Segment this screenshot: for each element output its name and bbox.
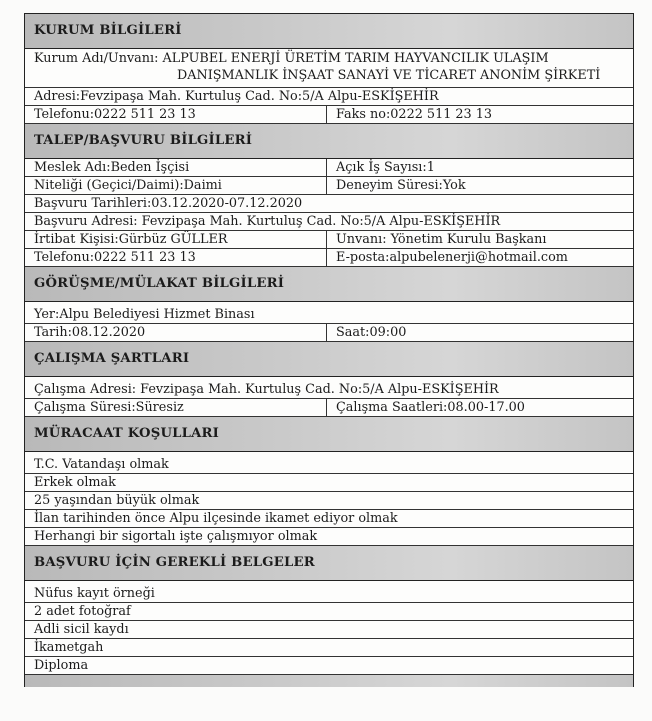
contact-title: Unvanı: Yönetim Kurulu Başkanı xyxy=(336,232,547,247)
section-header-muracaat: MÜRACAAT KOŞULLARI xyxy=(25,417,633,452)
section-header-next xyxy=(25,675,633,687)
dates-row xyxy=(25,195,633,213)
contact-row xyxy=(25,231,633,249)
institution-name xyxy=(25,49,609,87)
institution-address: Adresi:Fevzipaşa Mah. Kurtuluş Cad. No:5/A Alpu-ESKİŞEHİR xyxy=(34,89,439,104)
document-item xyxy=(25,639,633,657)
condition-item xyxy=(25,492,633,510)
document-text: 2 adet fotoğraf xyxy=(34,604,131,619)
condition-text: Erkek olmak xyxy=(34,475,116,490)
application-address-row xyxy=(25,213,633,231)
interview-date: Tarih:08.12.2020 xyxy=(25,324,327,341)
document-text: İkametgah xyxy=(34,640,104,655)
institution-contact-row xyxy=(25,106,633,124)
document-text: Nüfus kayıt örneği xyxy=(34,586,155,601)
work-hours: Çalışma Saatleri:08.00-17.00 xyxy=(336,400,525,415)
profession: Meslek Adı:Beden İşçisi xyxy=(25,159,327,176)
work-time-row xyxy=(25,399,633,417)
quality-row xyxy=(25,177,633,195)
form-sheet xyxy=(24,13,634,687)
institution-name-line2: DANIŞMANLIK İNŞAAT SANAYİ VE TİCARET ANONİM ŞİRKETİ xyxy=(177,68,601,83)
document-text: Diploma xyxy=(34,658,89,673)
section-header-calisma: ÇALIŞMA ŞARTLARI xyxy=(25,342,633,377)
condition-text: İlan tarihinden önce Alpu ilçesinde ikamet ediyor olmak xyxy=(34,511,398,526)
condition-item xyxy=(25,528,633,546)
institution-name-row xyxy=(25,49,633,88)
document-item xyxy=(25,585,633,603)
section-header-belgeler: BAŞVURU İÇİN GEREKLİ BELGELER xyxy=(25,546,633,581)
contact-phone-row xyxy=(25,249,633,267)
interview-place: Yer:Alpu Belediyesi Hizmet Binası xyxy=(34,307,255,322)
interview-datetime-row xyxy=(25,324,633,342)
contact-person: İrtibat Kişisi:Gürbüz GÜLLER xyxy=(25,231,327,248)
work-address: Çalışma Adresi: Fevzipaşa Mah. Kurtuluş Cad. No:5/A Alpu-ESKİŞEHİR xyxy=(34,382,499,397)
contact-phone: Telefonu:0222 511 23 13 xyxy=(25,249,327,266)
institution-address-row xyxy=(25,88,633,106)
interview-time: Saat:09:00 xyxy=(336,325,407,340)
condition-item xyxy=(25,510,633,528)
open-jobs: Açık İş Sayısı:1 xyxy=(336,160,435,175)
institution-name-line1: Kurum Adı/Unvanı: ALPUBEL ENERJİ ÜRETİM TARIM HAYVANCILIK ULAŞIM xyxy=(34,51,549,66)
section-header-gorusme: GÖRÜŞME/MÜLAKAT BİLGİLERİ xyxy=(25,267,633,302)
condition-text: T.C. Vatandaşı olmak xyxy=(34,457,169,472)
work-duration: Çalışma Süresi:Süresiz xyxy=(25,399,327,416)
document-item xyxy=(25,621,633,639)
condition-text: Herhangi bir sigortalı işte çalışmıyor olmak xyxy=(34,529,318,544)
section-header-talep: TALEP/BAŞVURU BİLGİLERİ xyxy=(25,124,633,159)
condition-item xyxy=(25,474,633,492)
application-address: Başvuru Adresi: Fevzipaşa Mah. Kurtuluş Cad. No:5/A Alpu-ESKİŞEHİR xyxy=(34,214,501,229)
institution-fax: Faks no:0222 511 23 13 xyxy=(336,107,493,122)
job-quality: Niteliği (Geçici/Daimi):Daimi xyxy=(25,177,327,194)
document-text: Adli sicil kaydı xyxy=(34,622,129,637)
contact-email: E-posta:alpubelenerji@hotmail.com xyxy=(336,250,568,265)
experience: Deneyim Süresi:Yok xyxy=(336,178,466,193)
section-header-kurum: KURUM BİLGİLERİ xyxy=(25,14,633,49)
profession-row xyxy=(25,159,633,177)
interview-place-row xyxy=(25,306,633,324)
document-item xyxy=(25,603,633,621)
document-item xyxy=(25,657,633,675)
work-address-row xyxy=(25,381,633,399)
condition-item xyxy=(25,456,633,474)
application-dates: Başvuru Tarihleri:03.12.2020-07.12.2020 xyxy=(34,196,303,211)
institution-phone: Telefonu:0222 511 23 13 xyxy=(25,106,327,123)
condition-text: 25 yaşından büyük olmak xyxy=(34,493,200,508)
